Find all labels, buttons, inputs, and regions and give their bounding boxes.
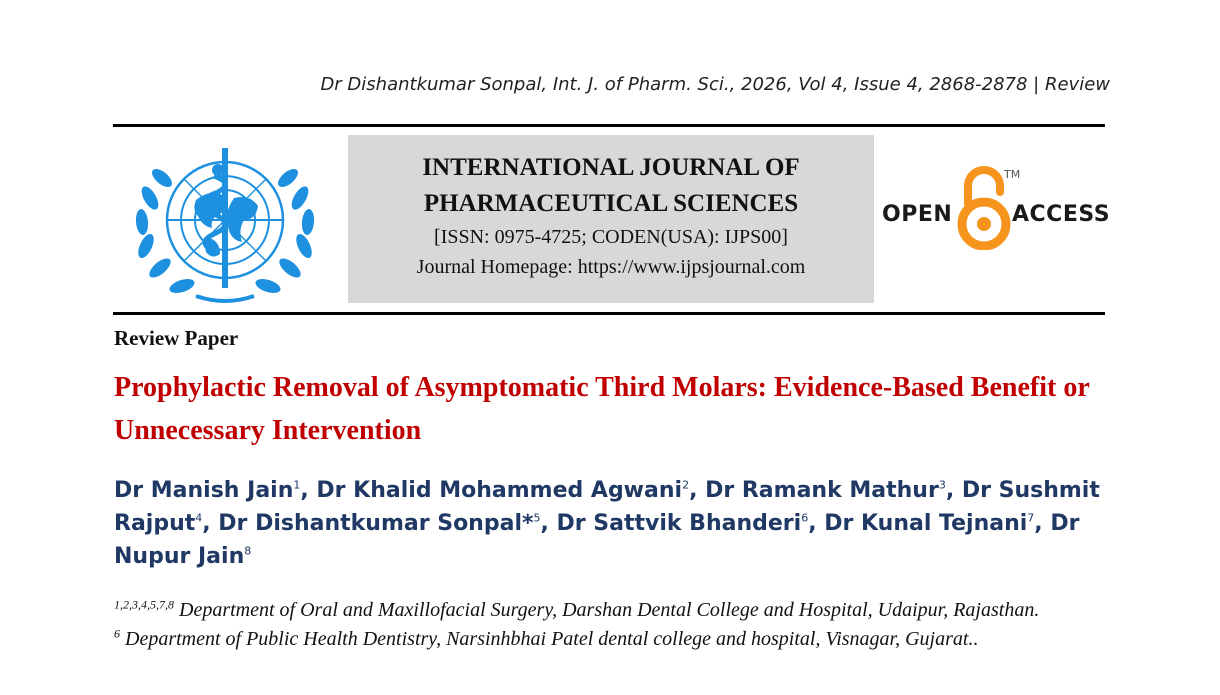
affiliation-text: Department of Public Health Dentistry, Narsinhbhai Patel dental college and hospital, Visnagar, Gujarat.. xyxy=(120,628,979,650)
author-name: Dr Ramank Mathur xyxy=(705,478,939,503)
who-emblem-icon xyxy=(126,140,324,306)
author-separator: , xyxy=(808,511,825,536)
journal-title-line-2: PHARMACEUTICAL SCIENCES xyxy=(423,190,799,217)
author-affiliation-mark: 7 xyxy=(1027,511,1035,525)
author-affiliation-mark: 6 xyxy=(801,511,809,525)
author-affiliation-mark: 2 xyxy=(682,478,690,492)
affiliations xyxy=(114,596,1114,654)
author-separator: , xyxy=(945,478,962,503)
author-separator: , xyxy=(1034,511,1051,536)
header-rule-bottom xyxy=(113,312,1105,315)
journal-masthead xyxy=(348,135,874,303)
affiliation-mark: 1,2,3,4,5,7,8 xyxy=(114,597,174,612)
author-name: Dr Sushmit Rajput xyxy=(114,478,1100,536)
author-affiliation-mark: 3 xyxy=(938,478,946,492)
author-name: Dr Dishantkumar Sonpal* xyxy=(218,511,534,536)
author-affiliation-mark: 5 xyxy=(533,511,541,525)
author-separator: , xyxy=(540,511,557,536)
running-head: Dr Dishantkumar Sonpal, Int. J. of Pharm. Sci., 2026, Vol 4, Issue 4, 2868-2878 | Review xyxy=(320,74,1110,95)
author-list xyxy=(114,474,1114,573)
paper-type: Review Paper xyxy=(114,326,239,350)
open-access-access-text: ACCESS xyxy=(1012,202,1111,227)
paper-title: Prophylactic Removal of Asymptomatic Third Molars: Evidence-Based Benefit or Unnecessary Intervention xyxy=(114,372,1090,446)
author-name: Dr Kunal Tejnani xyxy=(824,511,1028,536)
author-separator: , xyxy=(689,478,706,503)
author-name: Dr Manish Jain xyxy=(114,478,294,503)
journal-issn: [ISSN: 0975-4725; CODEN(USA): IJPS00] xyxy=(434,226,788,248)
author-affiliation-mark: 4 xyxy=(195,511,203,525)
header-rule-top xyxy=(113,124,1105,127)
affiliation-mark: 6 xyxy=(114,626,120,641)
affiliation-item xyxy=(114,625,1114,654)
author-affiliation-mark: 8 xyxy=(244,544,252,558)
open-access-open-text: OPEN xyxy=(882,202,953,227)
author-name: Dr Nupur Jain xyxy=(114,511,1080,569)
trademark-mark: TM xyxy=(1004,168,1021,181)
journal-title xyxy=(348,150,874,222)
journal-title-line-1: INTERNATIONAL JOURNAL OF xyxy=(422,154,800,181)
author-affiliation-mark: 1 xyxy=(293,478,301,492)
affiliation-text: Department of Oral and Maxillofacial Surgery, Darshan Dental College and Hospital, Udaipur, Rajasthan. xyxy=(174,599,1040,621)
open-access-logo xyxy=(880,160,1111,256)
journal-homepage: Journal Homepage: https://www.ijpsjournal.com xyxy=(416,256,806,278)
author-separator: , xyxy=(202,511,219,536)
author-separator: , xyxy=(300,478,317,503)
author-name: Dr Khalid Mohammed Agwani xyxy=(316,478,683,503)
author-name: Dr Sattvik Bhanderi xyxy=(556,511,802,536)
affiliation-item xyxy=(114,596,1114,625)
